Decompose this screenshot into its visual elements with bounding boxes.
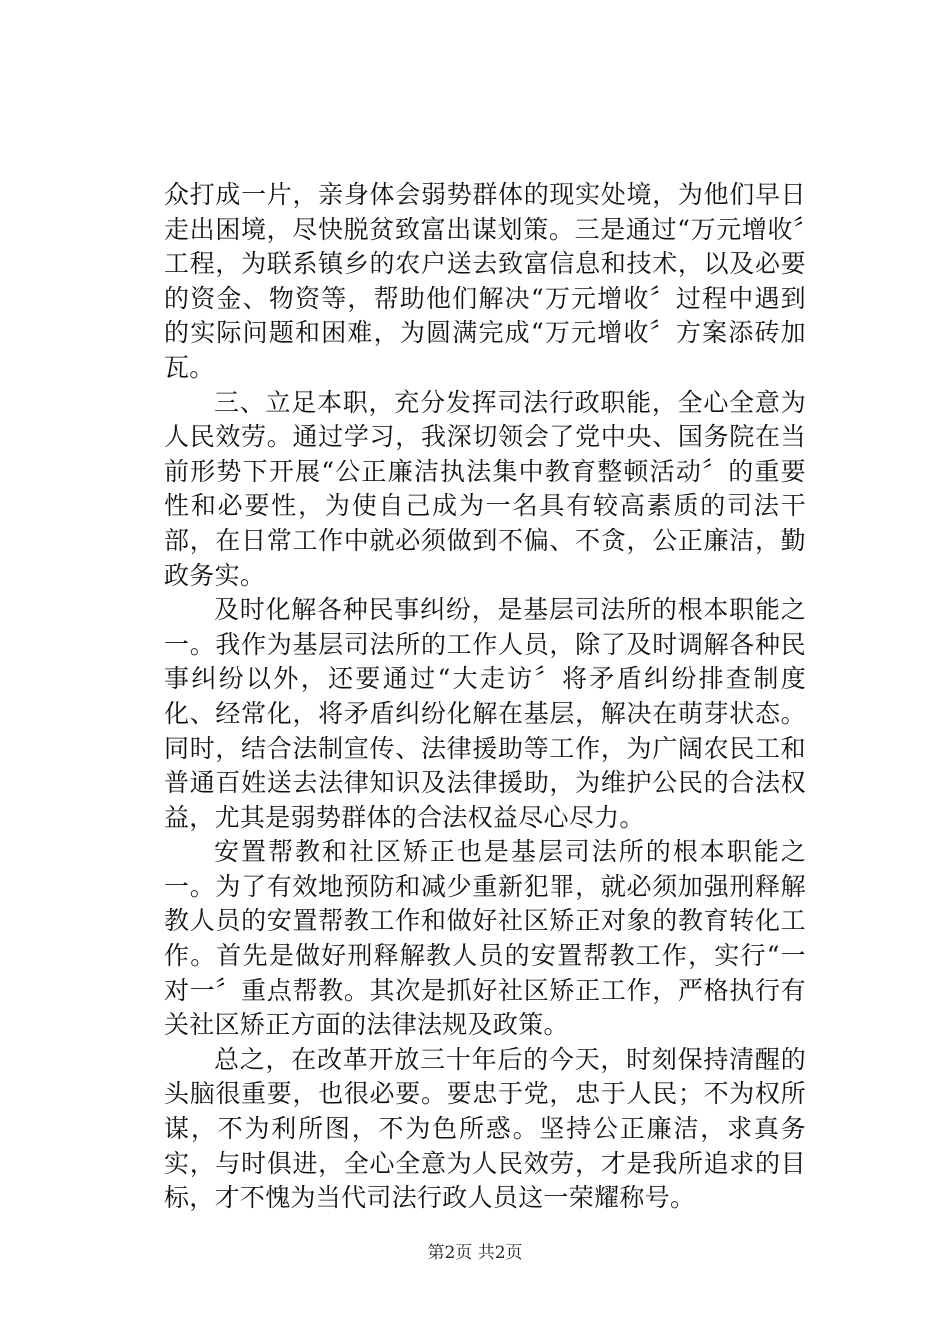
document-body bbox=[164, 178, 806, 1216]
body-paragraph-4: 安置帮教和社区矫正也是基层司法所的根本职能之一。为了有效地预防和减少重新犯罪，就必须加强刑释解教人员的安置帮教工作和做好社区矫正对象的教育转化工作。首先是做好刑释解教人员的安置帮教工作，实行“一对一〞重点帮教。其次是抓好社区矫正工作，严格执行有关社区矫正方面的法律法规及政策。 bbox=[164, 837, 806, 1040]
page-footer bbox=[0, 1243, 950, 1263]
page-number: 第2页 共2页 bbox=[427, 1243, 523, 1263]
body-paragraph-3: 及时化解各种民事纠纷，是基层司法所的根本职能之一。我作为基层司法所的工作人员，除了及时调解各种民事纠纷以外，还要通过“大走访〞将矛盾纠纷排查制度化、经常化，将矛盾纠纷化解在基层，解决在萌芽状态。同时，结合法制宣传、法律援助等工作，为广阔农民工和普通百姓送去法律知识及法律援助，为维护公民的合法权益，尤其是弱势群体的合法权益尽心尽力。 bbox=[164, 595, 806, 832]
body-paragraph-1: 众打成一片，亲身体会弱势群体的现实处境，为他们早日走出困境，尽快脱贫致富出谋划策。三是通过“万元增收〞工程，为联系镇乡的农户送去致富信息和技术，以及必要的资金、物资等，帮助他们解决“万元增收〞过程中遇到的实际问题和困难，为圆满完成“万元增收〞方案添砖加瓦。 bbox=[164, 180, 806, 382]
body-paragraph-5: 总之，在改革开放三十年后的今天，时刻保持清醒的头脑很重要，也很必要。要忠于党，忠于人民；不为权所谋，不为利所图，不为色所惑。坚持公正廉洁，求真务实，与时俱进，全心全意为人民效劳，才是我所追求的目标，才不愧为当代司法行政人员这一荣耀称号。 bbox=[164, 1044, 806, 1213]
body-paragraph-2: 三、立足本职，充分发挥司法行政职能，全心全意为人民效劳。通过学习，我深切领会了党中央、国务院在当前形势下开展“公正廉洁执法集中教育整顿活动〞的重要性和必要性，为使自己成为一名具有较高素质的司法干部，在日常工作中就必须做到不偏、不贪，公正廉洁，勤政务实。 bbox=[164, 387, 806, 590]
